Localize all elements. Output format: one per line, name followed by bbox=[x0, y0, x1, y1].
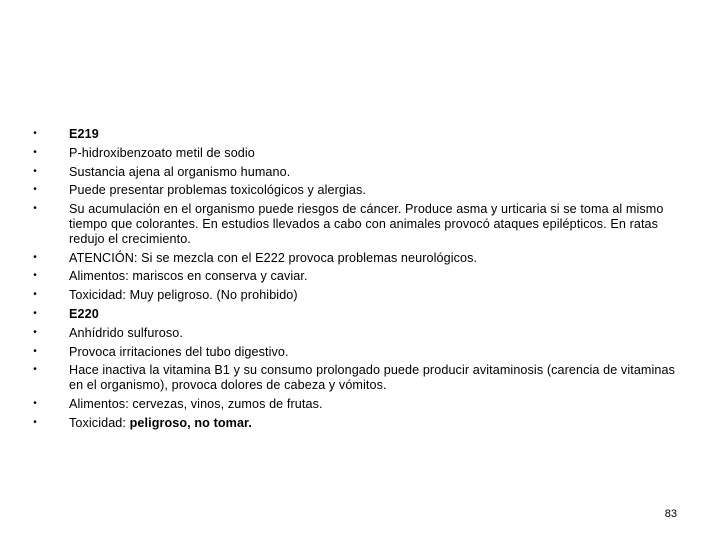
list-item-text: Anhídrido sulfuroso. bbox=[69, 325, 184, 340]
list-item bbox=[30, 416, 690, 431]
list-item-text: Hace inactiva la vitamina B1 y su consumo prolongado puede producir avitaminosis (carencia de vitaminas en el organismo), provoca dolores de cabeza y vómitos. bbox=[69, 363, 676, 393]
list-item-text: peligroso, no tomar. bbox=[129, 415, 252, 430]
bullet-icon: • bbox=[33, 364, 37, 376]
bullet-list bbox=[30, 127, 690, 435]
list-item-text: Puede presentar problemas toxicológicos y alergias. bbox=[69, 183, 367, 198]
list-item bbox=[30, 269, 690, 284]
bullet-icon: • bbox=[33, 270, 37, 282]
bullet-icon: • bbox=[33, 289, 37, 301]
bullet-icon: • bbox=[33, 326, 37, 338]
list-item-text: Alimentos: cervezas, vinos, zumos de frutas. bbox=[69, 396, 323, 411]
bullet-icon: • bbox=[33, 203, 37, 215]
bullet-icon: • bbox=[33, 397, 37, 409]
bullet-icon: • bbox=[33, 251, 37, 263]
list-item-text: Provoca irritaciones del tubo digestivo. bbox=[69, 344, 289, 359]
list-item-text: E220 bbox=[69, 306, 99, 321]
bullet-icon: • bbox=[33, 165, 37, 177]
list-item-prefix: Toxicidad: bbox=[69, 415, 130, 430]
list-item bbox=[30, 183, 690, 198]
list-item-text: Su acumulación en el organismo puede riesgos de cáncer. Produce asma y urticaria si se toma al mismo tiempo que colorantes. En estudios llevados a cabo con animales provocó ataques epilépticos. En ratas redujo el crecimiento. bbox=[69, 202, 664, 246]
list-item-text: Toxicidad: Muy peligroso. (No prohibido) bbox=[69, 288, 298, 303]
list-item-text: ATENCIÓN: Si se mezcla con el E222 provoca problemas neurológicos. bbox=[69, 250, 478, 265]
list-item bbox=[30, 202, 690, 246]
list-item-text: Alimentos: mariscos en conserva y caviar. bbox=[69, 269, 308, 284]
list-item-text: Sustancia ajena al organismo humano. bbox=[69, 164, 291, 179]
bullet-icon: • bbox=[33, 345, 37, 357]
bullet-icon: • bbox=[33, 128, 37, 139]
list-item bbox=[30, 146, 690, 161]
page-number: 83 bbox=[664, 508, 677, 520]
list-item bbox=[30, 345, 690, 360]
list-item-text: E219 bbox=[69, 127, 99, 141]
bullet-icon: • bbox=[33, 416, 37, 428]
bullet-icon: • bbox=[33, 146, 37, 158]
list-item bbox=[30, 288, 690, 303]
list-item bbox=[30, 127, 690, 142]
list-item bbox=[30, 397, 690, 412]
list-item-text: P-hidroxibenzoato metil de sodio bbox=[69, 145, 255, 160]
list-item bbox=[30, 251, 690, 266]
list-item bbox=[30, 363, 690, 393]
bullet-icon: • bbox=[33, 184, 37, 196]
bullet-icon: • bbox=[33, 307, 37, 319]
list-item bbox=[30, 326, 690, 341]
list-item bbox=[30, 307, 690, 322]
list-item bbox=[30, 165, 690, 180]
